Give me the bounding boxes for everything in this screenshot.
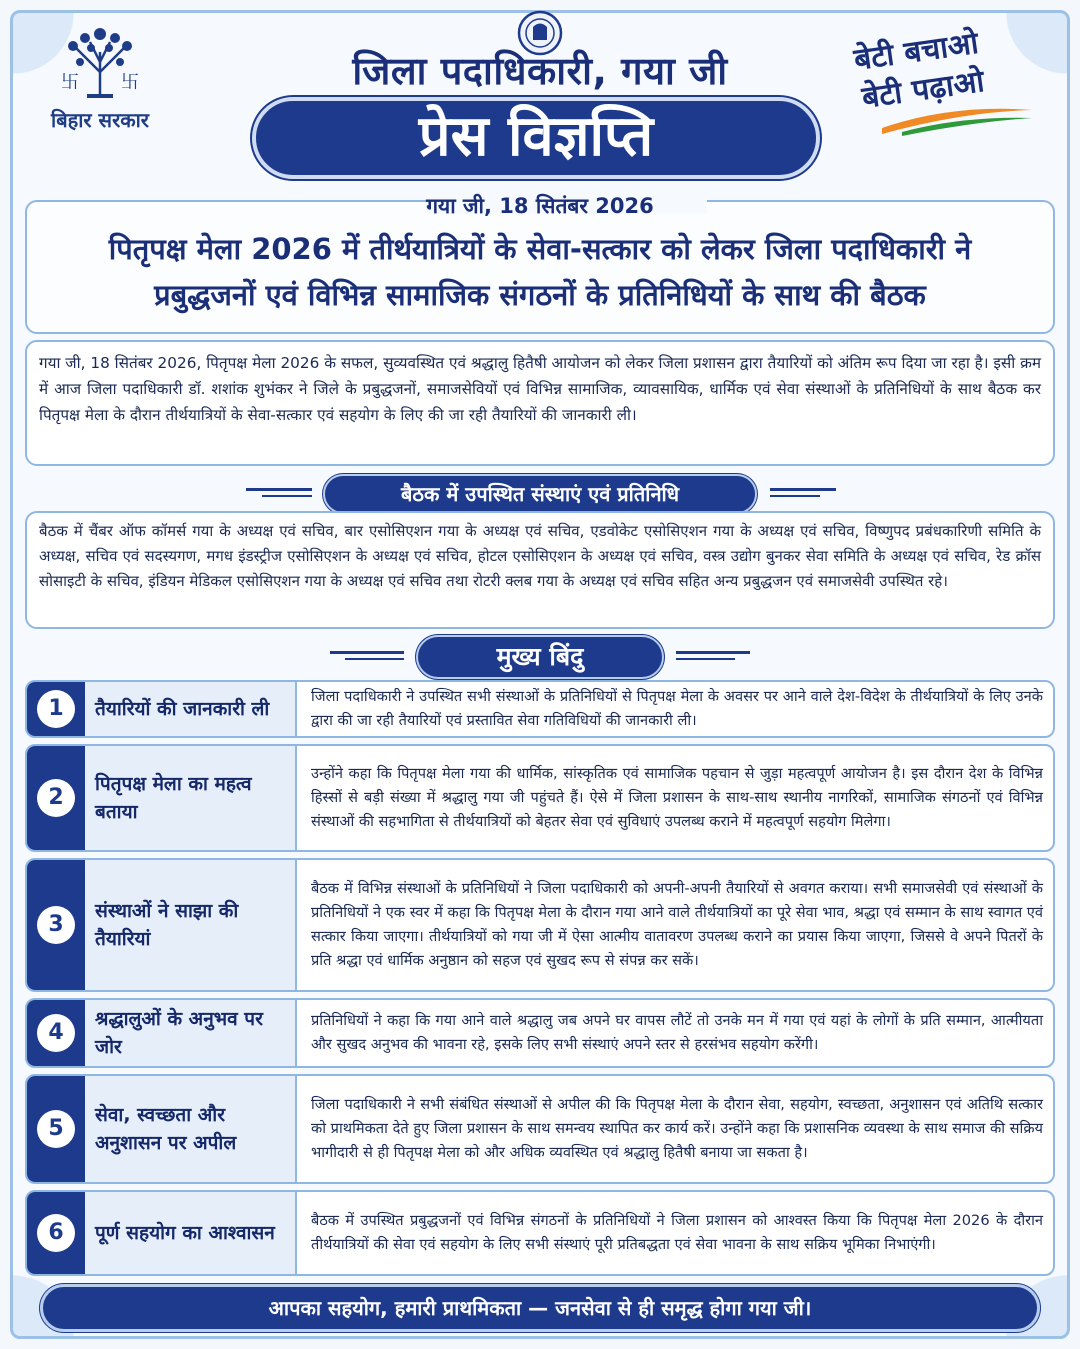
point-text: बैठक में विभिन्न संस्थाओं के प्रतिनिधियों ने जिला पदाधिकारी को अपनी-अपनी तैयारियों से अवगत कराया। सभी समाजसेवी एवं संस्थाओं के प्रतिनिधियों ने एक स्वर में कहा कि पितृपक्ष मेला के दौरान गया आने वाले तीर्थयात्रियों का पूरे सेवा भाव, श्रद्धा एवं सम्मान के साथ स्वागत एवं सत्कार किया जाएगा। तीर्थयात्रियों को गया जी में ऐसा आत्मीय वातावरण उपलब्ध कराने का प्रयास किया जाएगा, जिससे वे अपने पितरों के प्रति श्रद्धा एवं धार्मिक अनुष्ठान को सहज एवं सुखद रूप से संपन्न कर सकें।: [311, 880, 1043, 969]
divider: [246, 488, 312, 491]
point-number: 4: [37, 1014, 75, 1052]
district-title: जिला पदाधिकारी, गया जी: [352, 49, 728, 93]
svg-text:卐: 卐: [121, 72, 139, 93]
divider: [262, 495, 312, 497]
point-text: उन्होंने कहा कि पितृपक्ष मेला गया की धार्मिक, सांस्कृतिक एवं सामाजिक पहचान से जुड़ा महत्वपूर्ण आयोजन है। इस दौरान देश के विभिन्न हिस्सों से बड़ी संख्या में श्रद्धालु गया जी पहुंचते हैं। ऐसे में जिला प्रशासन के साथ-साथ स्थानीय नागरिकों, सामाजिक संगठनों एवं विभिन्न संस्थाओं की सहभागिता से तीर्थयात्रियों को बेहतर सेवा एवं सुविधाएं उपलब्ध कराने में महत्वपूर्ण सहयोग मिलेगा।: [311, 765, 1043, 830]
point-text: बैठक में उपस्थित प्रबुद्धजनों एवं विभिन्न संगठनों के प्रतिनिधियों ने जिला प्रशासन को आश्वस्त किया कि पितृपक्ष मेला 2026 के दौरान तीर्थयात्रियों की सेवा एवं सहयोग के लिए सभी संस्थाएं पूरी प्रतिबद्धता एवं सेवा भावना के साथ सक्रिय भूमिका निभाएंगी।: [311, 1212, 1043, 1253]
point-number: 1: [37, 690, 75, 728]
point-title: श्रद्धालुओं के अनुभव पर जोर: [85, 1000, 297, 1066]
point-title: पितृपक्ष मेला का महत्व बताया: [85, 746, 297, 850]
divider: [676, 658, 735, 660]
point-text: प्रतिनिधियों ने कहा कि गया आने वाले श्रद्धालु जब अपने घर वापस लौटें तो उनके मन में गया एवं यहां के लोगों के प्रति सम्मान, आत्मीयता और सुखद अनुभव की भावना रहे, इसके लिए सभी संस्थाएं अपने स्तर से हरसंभव सहयोग करेंगी।: [311, 1012, 1043, 1053]
point-number: 3: [37, 906, 75, 944]
dateline: गया जी, 18 सितंबर 2026: [426, 194, 654, 218]
point-6: [25, 1190, 1055, 1276]
campaign-line1: बेटी बचाओ: [851, 25, 981, 78]
point-4: [25, 998, 1055, 1068]
point-title: संस्थाओं ने साझा की तैयारियां: [85, 860, 297, 990]
point-title: सेवा, स्वच्छता और अनुशासन पर अपील: [85, 1076, 297, 1182]
headline-line1: पितृपक्ष मेला 2026 में तीर्थयात्रियों के सेवा-सत्कार को लेकर जिला पदाधिकारी ने: [108, 232, 972, 266]
point-text: जिला पदाधिकारी ने उपस्थित सभी संस्थाओं के प्रतिनिधियों से पितृपक्ष मेला के अवसर पर आने वाले देश-विदेश के तीर्थयात्रियों के लिए उनके द्वारा की जा रही तैयारियों एवं प्रस्तावित सेवा गतिविधियों की जानकारी ली।: [311, 688, 1043, 729]
attendees-text: बैठक में चैंबर ऑफ कॉमर्स गया के अध्यक्ष एवं सचिव, बार एसोसिएशन गया के अध्यक्ष एवं सचिव, एडवोकेट एसोसिएशन गया के अध्यक्ष एवं सचिव, विष्णुपद प्रबंधकारिणी समिति के अध्यक्ष, सचिव एवं सदस्यगण, मगध इंडस्ट्रीज एसोसिएशन के अध्यक्ष एवं सचिव, होटल एसोसिएशन के अध्यक्ष एवं सचिव, वस्त्र उद्योग बुनकर सेवा समिति के अध्यक्ष एवं सचिव, रेड क्रॉस सोसाइटी के सचिव, इंडियन मेडिकल एसोसिएशन गया के अध्यक्ष एवं सचिव तथा रोटरी क्लब गया के अध्यक्ष एवं सचिव सहित अन्य प्रबुद्धजन एवं समाजसेवी उपस्थित रहे।: [25, 511, 1055, 629]
attendees-heading: बैठक में उपस्थित संस्थाएं एवं प्रतिनिधि: [323, 474, 757, 514]
points-heading: मुख्य बिंदु: [416, 635, 664, 679]
point-title: पूर्ण सहयोग का आश्वासन: [85, 1192, 297, 1274]
point-title: तैयारियों की जानकारी ली: [85, 682, 297, 736]
point-3: [25, 858, 1055, 992]
point-number: 6: [37, 1214, 75, 1252]
point-number: 5: [37, 1110, 75, 1148]
point-number: 2: [37, 779, 75, 817]
divider: [770, 488, 836, 491]
svg-text:卐: 卐: [61, 72, 79, 93]
campaign-line2: बेटी पढ़ाओ: [859, 64, 987, 116]
bodhi-tree-icon: [55, 22, 145, 102]
beti-bachao-logo: [842, 24, 1042, 134]
headline-line2: प्रबुद्धजनों एवं विभिन्न सामाजिक संगठनों के प्रतिनिधियों के साथ की बैठक: [154, 278, 926, 312]
footer-slogan: आपका सहयोग, हमारी प्राथमिकता — जनसेवा से ही समृद्ध होगा गया जी।: [40, 1284, 1040, 1332]
govt-label: बिहार सरकार: [51, 108, 149, 132]
divider: [676, 651, 750, 654]
point-5: [25, 1074, 1055, 1184]
bihar-govt-logo: [30, 22, 170, 133]
divider: [345, 658, 404, 660]
point-text: जिला पदाधिकारी ने सभी संबंधित संस्थाओं से अपील की कि पितृपक्ष मेला के दौरान सेवा, सहयोग, स्वच्छता, अनुशासन एवं अतिथि सत्कार को प्राथमिकता देते हुए जिला प्रशासन के साथ समन्वय स्थापित कर कार्य करें। उन्होंने कहा कि प्रशासनिक व्यवस्था के साथ समाज की सक्रिय भागीदारी से ही पितृपक्ष मेला को और अधिक व्यवस्थित एवं श्रद्धालु हितैषी बनाया जा सकता है।: [311, 1096, 1043, 1161]
tricolor-swoosh-icon: [882, 102, 1032, 136]
point-2: [25, 744, 1055, 852]
press-release-banner: प्रेस विज्ञप्ति: [252, 97, 820, 179]
headline: [40, 226, 1040, 318]
divider: [330, 651, 404, 654]
point-1: [25, 680, 1055, 738]
intro-paragraph: गया जी, 18 सितंबर 2026, पितृपक्ष मेला 2026 के सफल, सुव्यवस्थित एवं श्रद्धालु हितैषी आयोजन को लेकर जिला प्रशासन द्वारा तैयारियों को अंतिम रूप दिया जा रहा है। इसी क्रम में आज जिला पदाधिकारी डॉ. शशांक शुभंकर ने जिले के प्रबुद्धजनों, समाजसेवियों एवं विभिन्न सामाजिक, व्यावसायिक, धार्मिक एवं सेवा संस्थाओं के प्रतिनिधियों के साथ बैठक कर पितृपक्ष मेला के दौरान तीर्थयात्रियों के सेवा-सत्कार एवं सहयोग के लिए की जा रही तैयारियों की जानकारी ली।: [25, 340, 1055, 466]
divider: [770, 495, 820, 497]
